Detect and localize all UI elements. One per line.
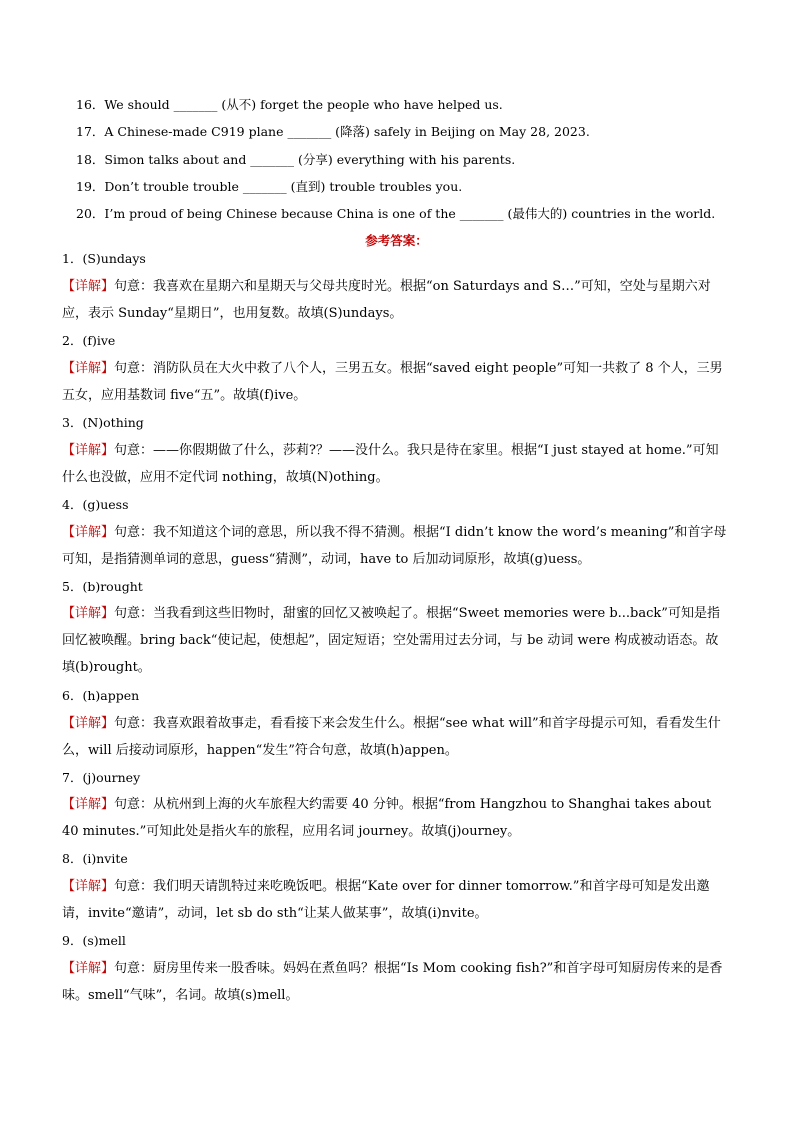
detail-text: 句意：——你假期做了什么，莎莉?？——没什么。我只是待在家里。根据“I just stayed at home.”可知什么也没做，应用不定代词 nothing，故填(N)othing。 xyxy=(62,443,719,485)
detail-text: 句意：我们明天请凯特过来吃晚饭吧。根据“Kate over for dinner tomorrow.”和首字母可知是发出邀请，invite“邀请”，动词，let sb do sth“让某人做某事”，故填(i)nvite。 xyxy=(62,879,710,921)
answer-detail-8 xyxy=(62,873,728,927)
answer-detail-1 xyxy=(62,273,728,327)
question-20: 20．I’m proud of being Chinese because China is one of the _______ (最伟大的) countries in the world. xyxy=(76,206,716,221)
answer-key-4: 4．(g)uess xyxy=(62,497,129,512)
detail-text: 句意：我喜欢在星期六和星期天与父母共度时光。根据“on Saturdays and S…”可知，空处与星期六对应，表示 Sunday“星期日”，也用复数。故填(S)undays。 xyxy=(62,279,711,321)
answer-key-1: 1．(S)undays xyxy=(62,251,146,266)
answer-key-5: 5．(b)rought xyxy=(62,579,143,594)
answer-key-6: 6．(h)appen xyxy=(62,688,140,703)
detail-text: 句意：厨房里传来一股香味。妈妈在煮鱼吗？根据“Is Mom cooking fish?”和首字母可知厨房传来的是香味。smell“气味”，名词。故填(s)mell。 xyxy=(62,961,723,1003)
answer-key-9: 9．(s)mell xyxy=(62,933,126,948)
answer-detail-9 xyxy=(62,955,728,1009)
detail-tag: 【详解】 xyxy=(62,961,115,976)
answer-detail-2 xyxy=(62,355,728,409)
answer-detail-7 xyxy=(62,791,728,845)
detail-text: 句意：我不知道这个词的意思，所以我不得不猜测。根据“I didn’t know the word’s meaning”和首字母可知，是指猜测单词的意思，guess“猜测”，动词，have to 后加动词原形，故填(g)uess。 xyxy=(62,525,727,567)
answer-detail-6 xyxy=(62,710,728,764)
answer-detail-5 xyxy=(62,600,728,681)
detail-tag: 【详解】 xyxy=(62,525,115,540)
question-19: 19．Don’t trouble trouble _______ (直到) trouble troubles you. xyxy=(76,179,463,194)
answer-detail-4 xyxy=(62,519,728,573)
answer-key-7: 7．(j)ourney xyxy=(62,770,141,785)
answer-key-8: 8．(i)nvite xyxy=(62,851,128,866)
question-18: 18．Simon talks about and _______ (分享) everything with his parents. xyxy=(76,152,516,167)
detail-text: 句意：我喜欢跟着故事走，看看接下来会发生什么。根据“see what will”和首字母提示可知，看看发生什么，will 后接动词原形，happen“发生”符合句意，故填(h)appen。 xyxy=(62,716,721,758)
answer-key-2: 2．(f)ive xyxy=(62,333,116,348)
answer-key-3: 3．(N)othing xyxy=(62,415,144,430)
answer-title: 参考答案： xyxy=(365,233,428,248)
answer-detail-3 xyxy=(62,437,728,491)
detail-text: 句意：从杭州到上海的火车旅程大约需要 40 分钟。根据“from Hangzhou to Shanghai takes about 40 minutes.”可知此处是指火车的旅程，应用名词 journey。故填(j)ourney。 xyxy=(62,797,712,839)
detail-tag: 【详解】 xyxy=(62,361,115,376)
detail-tag: 【详解】 xyxy=(62,797,115,812)
detail-tag: 【详解】 xyxy=(62,279,115,294)
detail-text: 句意：当我看到这些旧物时，甜蜜的回忆又被唤起了。根据“Sweet memories were b...back”可知是指回忆被唤醒。bring back“使记起，使想起”，固定短语；空处需用过去分词，与 be 动词 were 构成被动语态。故填(b)rought。 xyxy=(62,606,720,675)
detail-tag: 【详解】 xyxy=(62,606,115,621)
detail-text: 句意：消防队员在大火中救了八个人，三男五女。根据“saved eight people”可知一共救了 8 个人，三男五女，应用基数词 five“五”。故填(f)ive。 xyxy=(62,361,723,403)
question-16: 16．We should _______ (从不) forget the people who have helped us. xyxy=(76,97,503,112)
detail-tag: 【详解】 xyxy=(62,879,115,894)
detail-tag: 【详解】 xyxy=(62,716,115,731)
detail-tag: 【详解】 xyxy=(62,443,115,458)
question-17: 17．A Chinese-made C919 plane _______ (降落) safely in Beijing on May 28, 2023. xyxy=(76,124,590,139)
